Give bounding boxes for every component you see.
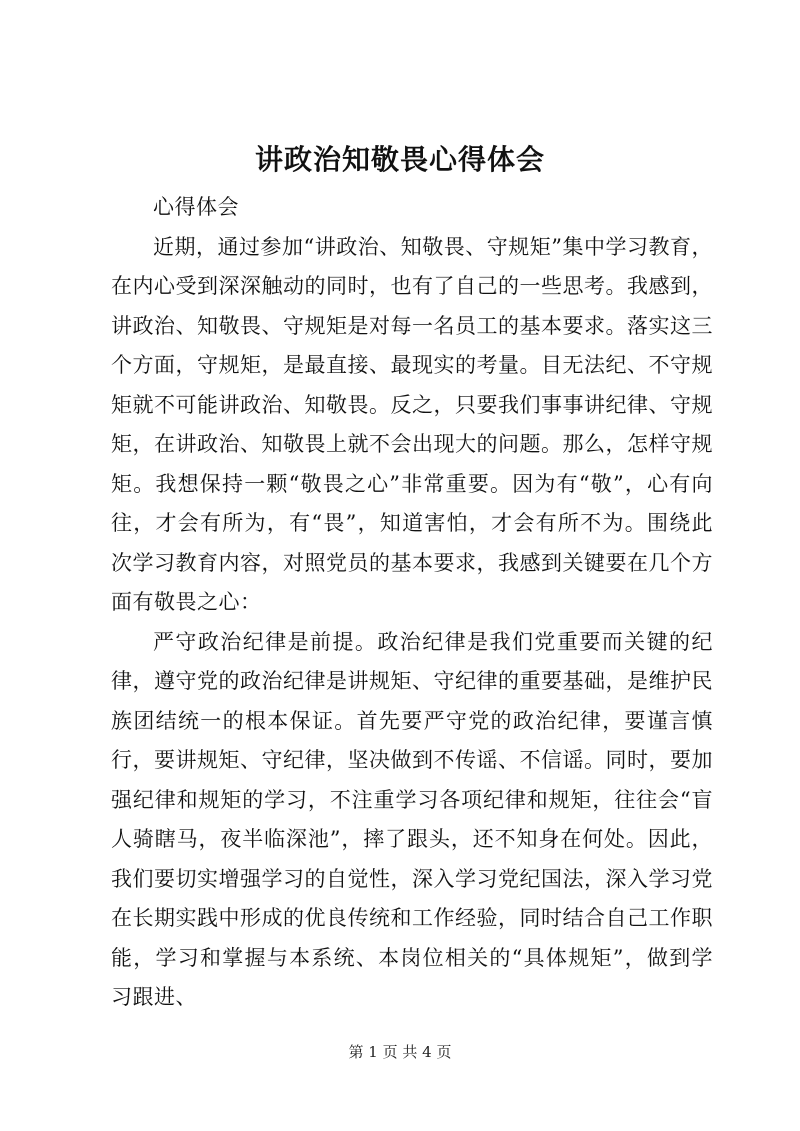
paragraph-2: 严守政治纪律是前提。政治纪律是我们党重要而关键的纪律，遵守党的政治纪律是讲规矩、守纪律的重要基础，是维护民族团结统一的根本保证。首先要严守党的政治纪律，要谨言慎行，要讲规矩、守纪律，坚决做到不传谣、不信谣。同时，要加强纪律和规矩的学习，不注重学习各项纪律和规矩，往往会“盲人骑瞎马，夜半临深池”，摔了跟头，还不知身在何处。因此，我们要切实增强学习的自觉性，深入学习党纪国法，深入学习党在长期实践中形成的优良传统和工作经验，同时结合自己工作职能，学习和掌握与本系统、本岗位相关的“具体规矩”，做到学习跟进、 — [111, 629, 713, 1009]
document-title: 讲政治知敬畏心得体会 — [254, 143, 545, 176]
paragraph-1: 近期，通过参加“讲政治、知敬畏、守规矩”集中学习教育，在内心受到深深触动的同时，也有了自己的一些思考。我感到，讲政治、知敬畏、守规矩是对每一名员工的基本要求。落实这三个方面，守规矩，是最直接、最现实的考量。目无法纪、不守规矩就不可能讲政治、知敬畏。反之，只要我们事事讲纪律、守规矩，在讲政治、知敬畏上就不会出现大的问题。那么，怎样守规矩。我想保持一颗“敬畏之心”非常重要。因为有“敬”，心有向往，才会有所为，有“畏”，知道害怕，才会有所不为。围绕此次学习教育内容，对照党员的基本要求，我感到关键要在几个方面有敬畏之心： — [111, 234, 713, 614]
page-number-footer: 第 1 页 共 4 页 — [348, 1043, 452, 1061]
document-subtitle: 心得体会 — [153, 195, 239, 219]
document-body — [111, 188, 713, 1018]
